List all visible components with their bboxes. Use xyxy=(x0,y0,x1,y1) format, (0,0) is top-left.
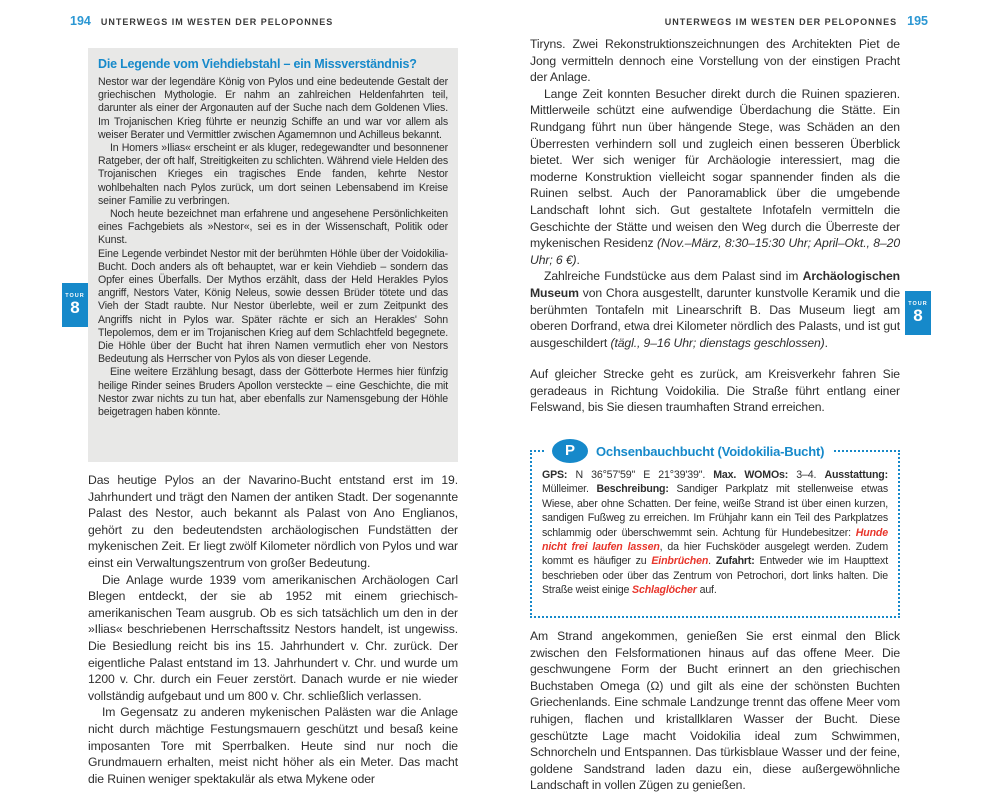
paragraph: Eine Legende verbindet Nestor mit der berühmten Höhle über der Voidokilia-Bucht. Doch anders als oft behauptet, war er kein Viehdieb – sondern das Opfer eines Überfalls. Der Mythos erzählt, dass der Held Herakles Pylos angriff, Nestors Vater, König Neleus, sowie dessen Brüder tötete und das Vieh der Stadt raubte. Nur Nestor überlebte, weil er zum Zeitpunkt des Angriffs nicht in Pylos war. Später rächte er sich an Herakles' Sohn Tlepolemos, dem er im Trojanischen Krieg auf dem Schlachtfeld begegnete. Die Höhle über der Bucht hat ihren Namen vermutlich eher von Nestors Bedeutung als Herrscher von Pylos als von dieser Legende. xyxy=(98,247,448,366)
tour-tab-left xyxy=(62,283,88,327)
left-body-text xyxy=(88,472,458,787)
paragraph: Am Strand angekommen, genießen Sie erst einmal den Blick zwischen den Felsformationen hinaus auf das offene Meer. Die geschwungene Form der Bucht erinnert an den griechischen Buchstaben Omega (Ω) und gilt als eine der schönsten Buchten Griechenlands. Eine schmale Landzunge trennt das offene Meer vom ruhigen, flachen und kristallklaren Wasser der Bucht. Diese geschützte Lage macht Voidokilia ideal zum Schwimmen, Schnorcheln und Entspannen. Das türkisblaue Wasser und der feine, goldene Sandstrand laden dazu ein, diese außergewöhnliche Landschaft in vollen Zügen zu genießen. xyxy=(530,629,900,793)
tour-tab-label: TOUR xyxy=(65,293,85,299)
paragraph: Noch heute bezeichnet man erfahrene und angesehene Persönlichkeiten eines Fachgebiets als »Nestor«, sei es in der Wissenschaft, Politik oder Kunst. xyxy=(98,208,448,247)
paragraph: Auf gleicher Strecke geht es zurück, am Kreisverkehr fahren Sie geradeaus in Richtung Voidokilia. Die Straße führt entlang einer Felswand, bis Sie diesen traumhaften Strand erreichen. xyxy=(530,367,900,415)
tour-tab-label: TOUR xyxy=(908,301,928,307)
legend-info-box xyxy=(88,48,458,462)
parking-box-body xyxy=(532,452,898,606)
info-box-body xyxy=(98,76,448,419)
paragraph: Tiryns. Zwei Rekonstruktionszeichnungen des Architekten Piet de Jong vermitteln dennoch eine Vorstellung von der einstigen Pracht der Anlage. xyxy=(530,37,900,85)
right-body-text-top xyxy=(530,36,900,416)
page-header-right xyxy=(530,14,928,28)
info-box-title: Die Legende vom Viehdiebstahl – ein Missverständnis? xyxy=(98,57,417,71)
tour-tab-number: 8 xyxy=(70,298,80,317)
parking-box-title: Ochsenbauchbucht (Voidokilia-Bucht) xyxy=(596,443,825,459)
running-head-right: UNTERWEGS IM WESTEN DER PELOPONNES xyxy=(664,17,898,27)
paragraph: GPS: N 36°57'59" E 21°39'39". Max. WOMOs: 3–4. Ausstattung: Mülleimer. Beschreibung: Sandiger Parkplatz mit stellenweise etwas Wiese, aber ohne Schatten. Der feine, weiße Strand ist über einen kurzen, sandigen Fußweg zu erreichen. Im Frühjahr kann ein Teil des Parkplatzes schlammig oder überschwemmt sein. Achtung für Hundebesitzer: Hunde nicht frei laufen lassen, da hier Fuchsköder ausgelegt werden. Zudem kommt es häufiger zu Einbrüchen. Zufahrt: Entweder wie im Haupttext beschrieben oder über das Zentrum von Petrochori, dort links halten. Die Straße weist einige Schlaglöcher auf. xyxy=(542,469,889,597)
right-body-text-bottom xyxy=(530,628,900,794)
tour-tab-right xyxy=(905,291,931,335)
paragraph: Die Anlage wurde 1939 vom amerikanischen Archäologen Carl Blegen entdeckt, der sie ab 1952 mit einem griechisch-amerikanischen Team ausgrub. Ob es sich tatsächlich um den in der »Ilias« beschriebenen Herrschaftssitz Nestors handelt, ist ungewiss. Die Besiedlung reicht bis ins 15. Jahrhundert v. Chr. zurück. Der eigentliche Palast entstand im 13. Jahrhundert v. Chr. und wurde um 1200 v. Chr. durch ein Feuer zerstört. Danach wurde er nie wieder vollständig aufgebaut und um 800 v. Chr. schließlich verlassen. xyxy=(88,572,458,703)
paragraph: Lange Zeit konnten Besucher direkt durch die Ruinen spazieren. Mittlerweile schützt eine aufwendige Überdachung die Stätte. Ein Rundgang führt nun über hängende Stege, was Schäden an den Überresten verhindern soll und zugleich einen besseren Überblick bietet. Wer sich weniger für Archäologie interessiert, mag die moderne Konstruktion vielleicht sogar spannender finden als die Ruinen selbst. Auch der Panoramablick über die umgebende Landschaft lohnt sich. Gut gestaltete Infotafeln vermitteln die Geschichte der Stätte und weisen den Weg durch die Überreste der mykenischen Residenz (Nov.–März, 8:30–15:30 Uhr; April–Okt., 8–20 Uhr; 6 €). xyxy=(530,86,900,267)
paragraph: Eine weitere Erzählung besagt, dass der Götterbote Hermes hier fünfzig heilige Rinder seines Bruders Apollon versteckte – eine Geschichte, die mit Nestor zwar nichts zu tun hat, aber ebenfalls zur Namensgebung der Höhle beigetragen haben könnte. xyxy=(98,366,448,419)
tour-tab-number: 8 xyxy=(913,306,923,325)
parking-box xyxy=(530,442,900,618)
running-head-left: UNTERWEGS IM WESTEN DER PELOPONNES xyxy=(100,17,334,27)
paragraph: Zahlreiche Fundstücke aus dem Palast sind im Archäologischen Museum von Chora ausgestellt, darunter kunstvolle Keramik und die berühmten Tontafeln mit Linearschrift B. Das Museum liegt am oberen Dorfrand, etwa drei Kilometer nördlich des Palasts, und ist gut ausgeschildert (tägl., 9–16 Uhr; dienstags geschlossen). xyxy=(530,269,900,350)
paragraph: In Homers »Ilias« erscheint er als kluger, redegewandter und besonnener Ratgeber, der oft half, Streitigkeiten zu schlichten. Während viele Helden des Trojanischen Krieges ein tragisches Ende fanden, kehrte Nestor wohlbehalten nach Pylos zurück, um dort seinen Lebensabend im Kreise seiner Familie zu verbringen. xyxy=(98,142,448,207)
page-number-left: 194 xyxy=(70,14,91,28)
parking-box-header xyxy=(544,439,832,463)
page-number-right: 195 xyxy=(907,14,928,28)
paragraph: Das heutige Pylos an der Navarino-Bucht entstand erst im 19. Jahrhundert und trägt den Namen der antiken Stadt. Der sogenannte Palast des Nestor, auch bekannt als Palast von Ano Englianos, gehört zu den bedeutendsten archäologischen Fundstätten der mykenischen Zeit. Er liegt zwölf Kilometer nördlich von Pylos und war einst ein Verwaltungszentrum von großer Bedeutung. xyxy=(88,473,458,570)
page-header-left xyxy=(70,14,333,28)
paragraph: Nestor war der legendäre König von Pylos und eine bedeutende Gestalt der griechischen Mythologie. Er nahm an zahlreichen Heldenfahrten teil, darunter als einer der Argonauten auf der Suche nach dem Goldenen Vlies. Im Trojanischen Krieg führte er neunzig Schiffe an und war vor allem als weiser Berater und Vermittler zwischen Agamemnon und Achilleus bekannt. xyxy=(98,76,448,141)
paragraph: Im Gegensatz zu anderen mykenischen Palästen war die Anlage nicht durch mächtige Festungsmauern geschützt und besaß keine imposanten Tore mit Sperrbalken. Heute sind nur noch die Grundmauern erhalten, meist nicht höher als ein Meter. Das macht die Ruinen weniger spektakulär als etwa Mykene oder xyxy=(88,705,458,786)
parking-icon: P xyxy=(552,439,588,463)
